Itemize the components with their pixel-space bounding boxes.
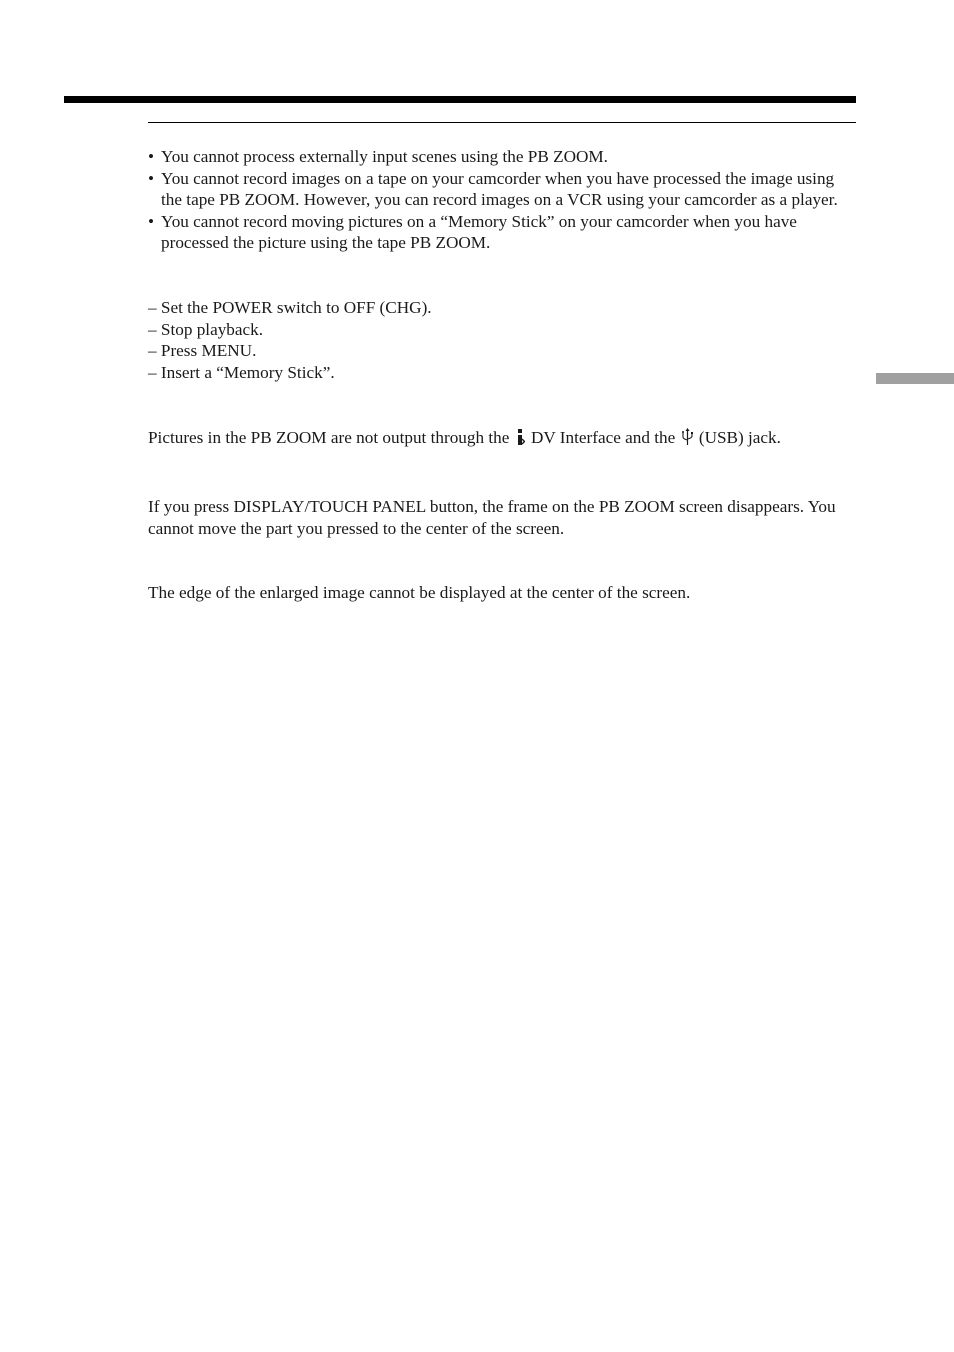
usb-icon — [682, 428, 693, 452]
bullet-text: You cannot record images on a tape on your camcorder when you have processed the image using the tape PB ZOOM. However, you can record images on a VCR using your camcorder as a player. — [161, 168, 838, 210]
list-item: – Press MENU. — [148, 341, 257, 361]
list-item: – Insert a “Memory Stick”. — [148, 362, 335, 382]
output-note-text-2: DV Interface and the — [526, 428, 680, 448]
bullet-marker: • — [148, 211, 155, 231]
edge-note-paragraph: The edge of the enlarged image cannot be displayed at the center of the screen. — [148, 583, 691, 603]
list-item — [148, 211, 856, 254]
notes-bullet-list — [148, 146, 856, 254]
bullet-text: You cannot record moving pictures on a “Memory Stick” on your camcorder when you have processed the picture using the tape PB ZOOM. — [161, 211, 797, 253]
list-item — [148, 168, 856, 211]
list-item — [148, 146, 856, 168]
page-content — [148, 146, 856, 604]
section-side-tab — [876, 373, 954, 384]
bullet-text: You cannot process externally input scenes using the PB ZOOM. — [161, 147, 608, 166]
cancel-conditions-list — [148, 297, 856, 383]
section-rule-thin — [148, 122, 856, 123]
dv-interface-icon — [516, 429, 525, 452]
bullet-marker: • — [148, 147, 155, 166]
header-rule-thick — [64, 96, 856, 103]
list-item: – Stop playback. — [148, 319, 264, 339]
bullet-marker: • — [148, 168, 155, 188]
display-note-paragraph: If you press DISPLAY/TOUCH PANEL button, the frame on the PB ZOOM screen disappears. You cannot move the part you pressed to the center of the screen. — [148, 496, 836, 538]
output-note-text-1: Pictures in the PB ZOOM are not output through the — [148, 428, 514, 448]
output-note-paragraph — [148, 427, 856, 452]
list-item: – Set the POWER switch to OFF (CHG). — [148, 297, 432, 317]
output-note-text-3: (USB) jack. — [694, 428, 781, 448]
